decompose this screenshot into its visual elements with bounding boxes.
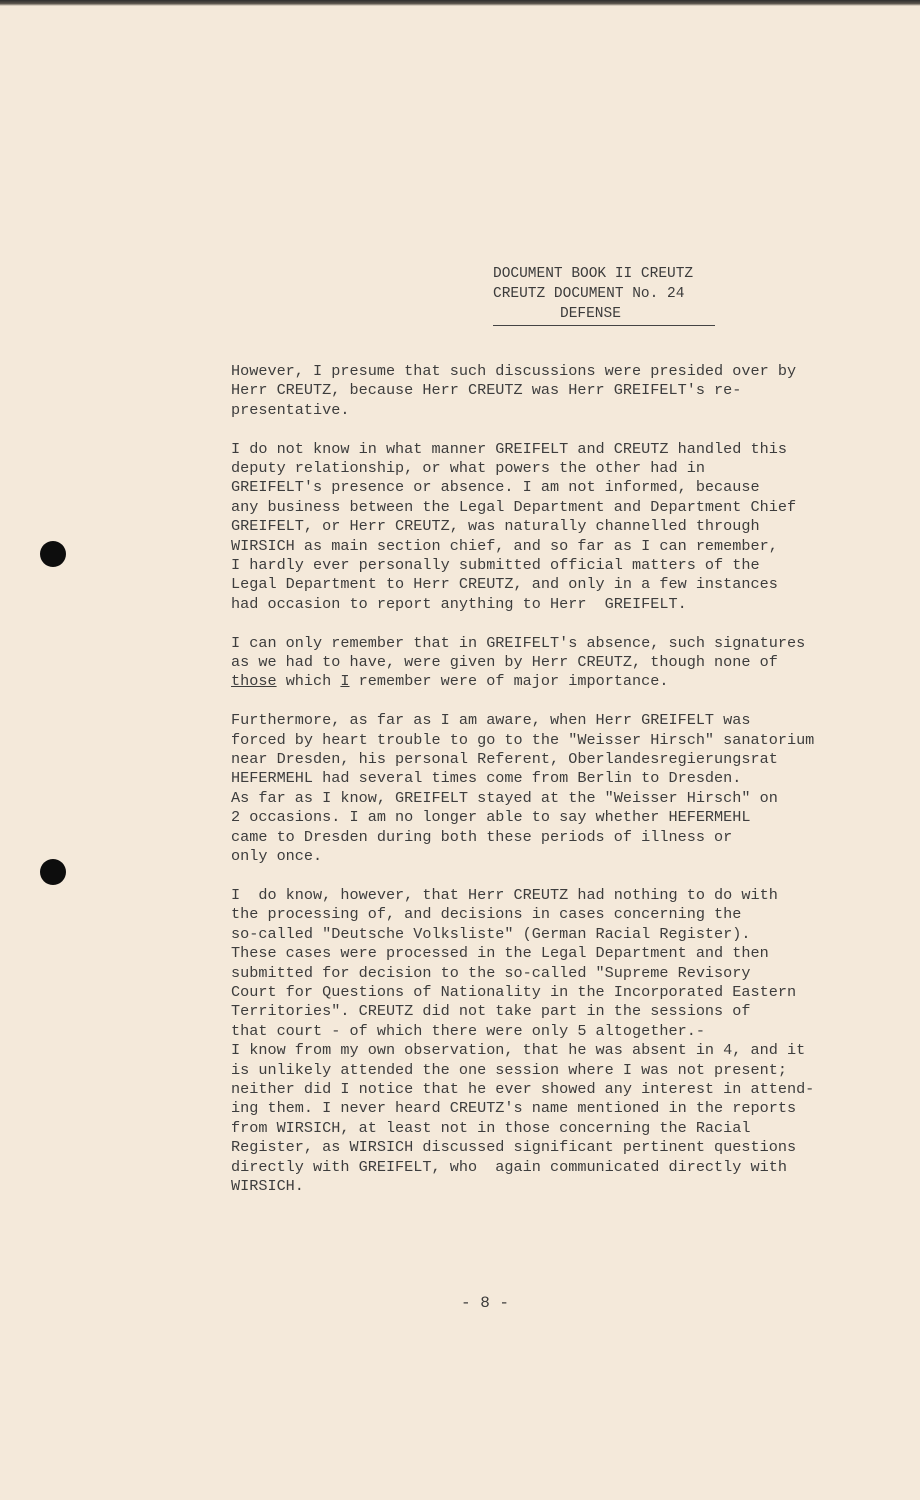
text-line: ing them. I never heard CREUTZ's name mentioned in the reports	[231, 1099, 797, 1118]
text-line: I can only remember that in GREIFELT's absence, such signatures	[231, 633, 806, 652]
text-line: Herr CREUTZ, because Herr CREUTZ was Herr GREIFELT's re-	[231, 381, 742, 400]
text-line: However, I presume that such discussions were presided over by	[231, 362, 797, 380]
text-line: These cases were processed in the Legal Department and then	[231, 944, 769, 963]
text-line: As far as I know, GREIFELT stayed at the "Weisser Hirsch" on	[231, 788, 778, 807]
text-line: so-called "Deutsche Volksliste" (German Racial Register).	[231, 924, 751, 943]
text-line: Legal Department to Herr CREUTZ, and only in a few instances	[231, 575, 778, 594]
document-body	[231, 362, 856, 1216]
text-line: that court - of which there were only 5 altogether.-	[231, 1021, 705, 1040]
punch-hole	[40, 541, 66, 567]
header-underline	[493, 325, 715, 326]
text-line: directly with GREIFELT, who again communicated directly with	[231, 1157, 787, 1176]
text-segment: which	[276, 672, 341, 691]
paragraph-3	[231, 634, 856, 692]
text-line: GREIFELT's presence or absence. I am not informed, because	[231, 478, 760, 497]
paragraph-2	[231, 440, 856, 615]
paragraph-5	[231, 886, 856, 1197]
header-document-number: CREUTZ DOCUMENT No. 24	[493, 286, 685, 302]
text-line: Register, as WIRSICH discussed significant pertinent questions	[231, 1138, 797, 1157]
text-line: the processing of, and decisions in cases concerning the	[231, 905, 742, 924]
text-line: forced by heart trouble to go to the "Weisser Hirsch" sanatorium	[231, 730, 815, 749]
text-line: 2 occasions. I am no longer able to say whether HEFERMEHL	[231, 808, 751, 827]
text-line: Furthermore, as far as I am aware, when Herr GREIFELT was	[231, 711, 751, 730]
text-line: I hardly ever personally submitted official matters of the	[231, 556, 760, 575]
page-number: - 8 -	[460, 1294, 509, 1312]
document-header	[493, 264, 715, 326]
text-line: any business between the Legal Department and Department Chief	[231, 497, 797, 516]
text-line: WIRSICH as main section chief, and so far as I can remember,	[231, 536, 778, 555]
header-defense: DEFENSE	[560, 306, 621, 322]
text-line: as we had to have, were given by Herr CREUTZ, though none of	[231, 653, 778, 672]
page-top-edge	[0, 0, 920, 6]
underlined-word: I	[340, 672, 350, 691]
text-line: Court for Questions of Nationality in the Incorporated Eastern	[231, 982, 797, 1001]
text-line: I know from my own observation, that he was absent in 4, and it	[231, 1041, 806, 1060]
underlined-word: those	[231, 672, 277, 691]
text-segment: remember were of major importance.	[349, 672, 669, 691]
text-line: I do know, however, that Herr CREUTZ had nothing to do with	[231, 885, 778, 904]
header-document-book: DOCUMENT BOOK II CREUTZ	[493, 266, 694, 282]
text-line	[231, 672, 856, 691]
text-line: from WIRSICH, at least not in those concerning the Racial	[231, 1118, 751, 1137]
text-line: deputy relationship, or what powers the other had in	[231, 459, 705, 478]
text-line: HEFERMEHL had several times come from Berlin to Dresden.	[231, 769, 742, 788]
text-line: submitted for decision to the so-called "Supreme Revisory	[231, 963, 751, 982]
text-line: I do not know in what manner GREIFELT and CREUTZ handled this	[231, 439, 787, 458]
text-line: presentative.	[231, 400, 350, 419]
text-line: neither did I notice that he ever showed any interest in attend-	[231, 1079, 815, 1098]
text-line: WIRSICH.	[231, 1177, 304, 1195]
text-line: is unlikely attended the one session where I was not present;	[231, 1060, 787, 1079]
text-line: only once.	[231, 847, 323, 866]
punch-hole	[40, 859, 66, 885]
text-line: near Dresden, his personal Referent, Oberlandesregierungsrat	[231, 750, 778, 769]
text-line: Territories". CREUTZ did not take part in the sessions of	[231, 1002, 751, 1021]
text-line: GREIFELT, or Herr CREUTZ, was naturally channelled through	[231, 517, 760, 536]
paragraph-1	[231, 362, 856, 420]
text-line: had occasion to report anything to Herr GREIFELT.	[231, 594, 687, 613]
paragraph-4	[231, 711, 856, 866]
text-line: came to Dresden during both these periods of illness or	[231, 827, 733, 846]
